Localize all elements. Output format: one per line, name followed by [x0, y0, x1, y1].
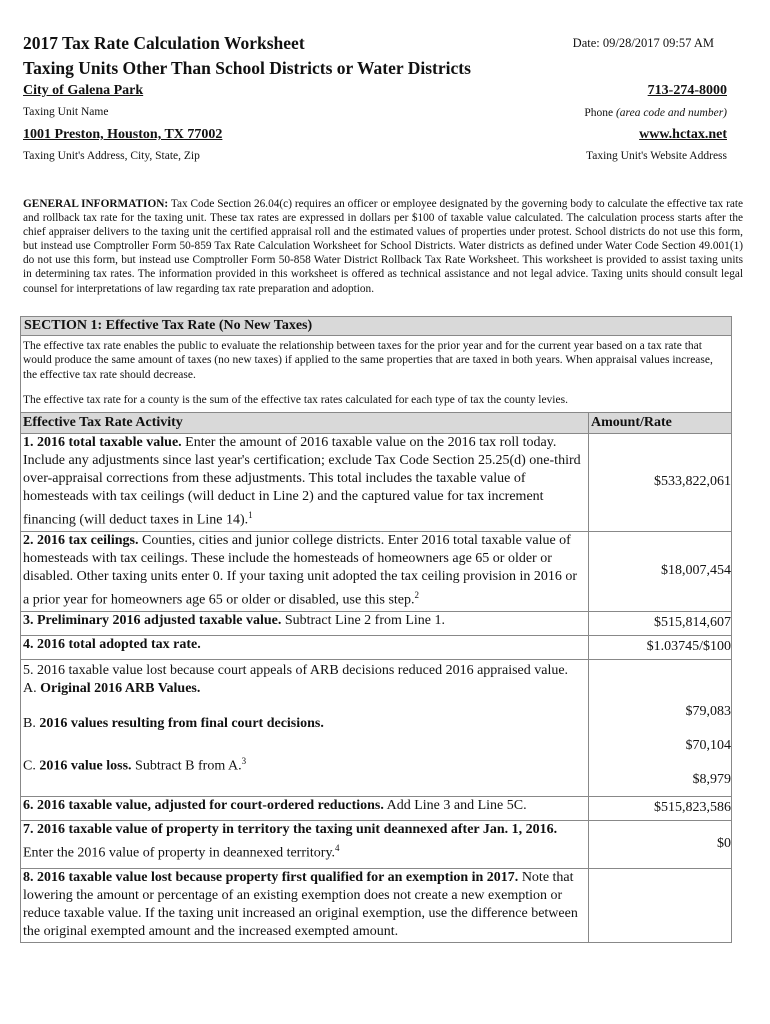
line-5c-amount: $8,979	[692, 771, 731, 787]
line-5c: C. 2016 value loss. Subtract B from A.$^3$	[23, 755, 247, 774]
table-row	[21, 433, 732, 531]
worksheet-date: Date: 09/28/2017 09:57 AM	[572, 36, 714, 50]
line-1-description: 1. 2016 total taxable value. Enter the amount of 2016 taxable value on the 2016 tax roll today. Include any adjustments since last year's certification; exclude Tax Code Section 25.25(d) one-third over-appraisal corrections from these adjustments. This total includes the taxable value of homesteads with tax ceilings (will deduct in Line 2) and the captured value for tax increment financing (will deduct taxes in Line 14).$^1$	[21, 433, 589, 531]
line-6-amount: $515,823,586	[589, 796, 732, 820]
table-row	[21, 531, 732, 611]
phone-label: Phone (area code and number)	[584, 107, 727, 119]
line-5b: B. 2016 values resulting from final court decisions.	[23, 715, 324, 731]
line-5-amounts	[589, 659, 732, 796]
column-header-activity: Effective Tax Rate Activity	[21, 412, 589, 433]
table-row	[21, 868, 732, 942]
line-8-description: 8. 2016 taxable value lost because property first qualified for an exemption in 2017. Note that lowering the amount or percentage of an existing exemption does not create a new exemption or reduce taxable value. If the taxing unit increased an original exemption, use the difference between the original exempted amount and the increased exempted amount.	[21, 868, 589, 942]
table-row	[21, 635, 732, 659]
line-4-description: 4. 2016 total adopted tax rate.	[21, 635, 589, 659]
website-label: Taxing Unit's Website Address	[586, 150, 727, 162]
effective-tax-rate-table	[20, 316, 732, 943]
table-row	[21, 796, 732, 820]
line-5a-amount: $79,083	[685, 703, 731, 719]
table-row	[21, 820, 732, 868]
line-7-amount: $0	[589, 820, 732, 868]
line-3-description: 3. Preliminary 2016 adjusted taxable value. Subtract Line 2 from Line 1.	[21, 611, 589, 635]
column-header-amount: Amount/Rate	[589, 412, 732, 433]
line-1-amount: $533,822,061	[589, 433, 732, 531]
taxing-unit-name: City of Galena Park	[23, 83, 144, 98]
line-5-description	[21, 659, 589, 796]
table-row	[21, 611, 732, 635]
table-row	[21, 659, 732, 796]
section-1-intro-paragraph: The effective tax rate enables the public to evaluate the relationship between taxes for the prior year and for the current year based on a tax rate that would produce the same amount of taxes (no new taxes) if applied to the same properties that are taxed in both years. When appraisal values increase, the effective tax rate should decrease.	[23, 340, 713, 381]
worksheet-title: 2017 Tax Rate Calculation Worksheet	[23, 33, 305, 53]
line-8-amount	[589, 868, 732, 942]
line-5a: A. Original 2016 ARB Values.	[23, 680, 201, 696]
section-1-intro	[21, 336, 732, 413]
line-7-description: 7. 2016 taxable value of property in territory the taxing unit deannexed after Jan. 1, 2016. Enter the 2016 value of property in deannexed territory.$^4$	[21, 820, 589, 868]
line-3-amount: $515,814,607	[589, 611, 732, 635]
taxing-unit-name-label: Taxing Unit Name	[23, 106, 109, 118]
general-information: GENERAL INFORMATION: Tax Code Section 26.04(c) requires an officer or employee designated by the governing body to calculate the effective tax rate and rollback tax rate for the taxing unit. These tax rates are expressed in dollars per $100 of taxable value calculated. The calculation process starts after the chief appraiser delivers to the taxing unit the certified appraisal roll and the estimated values of properties under protest. School districts do not use this form, but instead use Comptroller Form 50-859 Tax Rate Calculation Worksheet for School Districts. Water districts as defined under Water Code Section 49.001(1) do not use this form, but instead use Comptroller Form 50-858 Water District Rollback Tax Rate Worksheet. This worksheet is provided to assist taxing units in determining tax rates. The information provided in this worksheet is offered as technical assistance and not legal advice. Taxing units should consult legal counsel for interpretations of law regarding tax rate preparation and adoption.	[23, 198, 743, 295]
section-1-county-note: The effective tax rate for a county is the sum of the effective tax rates calculated for each type of tax the county levies.	[23, 394, 568, 407]
taxing-unit-address-label: Taxing Unit's Address, City, State, Zip	[23, 150, 200, 162]
worksheet-subtitle: Taxing Units Other Than School Districts or Water Districts	[23, 58, 471, 78]
line-5-title: 5. 2016 taxable value lost because court appeals of ARB decisions reduced 2016 appraised value.	[23, 662, 569, 678]
taxing-unit-address: 1001 Preston, Houston, TX 77002	[23, 127, 223, 142]
line-4-amount: $1.03745/$100	[589, 635, 732, 659]
website-link[interactable]: www.hctax.net	[639, 127, 727, 142]
section-1-header: SECTION 1: Effective Tax Rate (No New Taxes)	[21, 317, 732, 336]
line-2-amount: $18,007,454	[589, 531, 732, 611]
line-6-description: 6. 2016 taxable value, adjusted for court-ordered reductions. Add Line 3 and Line 5C.	[21, 796, 589, 820]
line-2-description: 2. 2016 tax ceilings. Counties, cities and junior college districts. Enter 2016 total taxable value of homesteads with tax ceilings. These include the homesteads of homeowners age 65 or older or disabled. Other taxing units enter 0. If your taxing unit adopted the tax ceiling provision in 2016 or a prior year for homeowners age 65 or older or disabled, use this step.$^2$	[21, 531, 589, 611]
line-5b-amount: $70,104	[685, 737, 731, 753]
phone-number: 713-274-8000	[647, 83, 727, 98]
